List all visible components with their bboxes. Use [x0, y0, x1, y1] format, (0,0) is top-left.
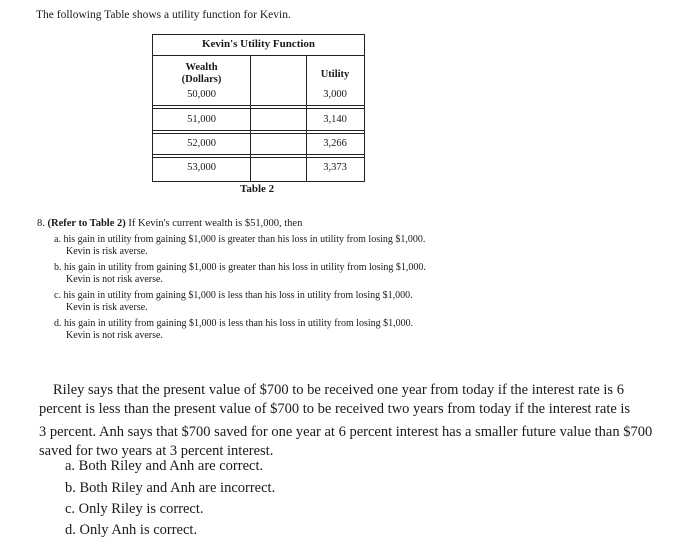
- table-cell-utility: 3,000: [323, 89, 347, 100]
- option-line: Kevin is not risk averse.: [66, 329, 163, 341]
- q8-option-b: [54, 262, 426, 285]
- table-cell-utility: 3,373: [323, 162, 347, 173]
- header-wealth-line1: Wealth: [185, 62, 218, 73]
- table-divider: [153, 130, 364, 131]
- table-cell-utility: 3,140: [323, 114, 347, 125]
- table-cell-wealth: 51,000: [187, 114, 216, 125]
- table-cell-wealth: 53,000: [187, 162, 216, 173]
- question-9-riley: Riley says that the present value of $700 to be received one year from today if the interest rate is 6 percent is less than the present value of $700 to be received two years from today if the interest rate is: [39, 382, 631, 417]
- option-line: d. his gain in utility from gaining $1,000 is less than his loss in utility from losing $1,000.: [54, 318, 414, 329]
- table-divider: [153, 108, 364, 109]
- option-line: a. his gain in utility from gaining $1,000 is greater than his loss in utility from losing $1,000.: [54, 234, 426, 245]
- question-stem: If Kevin's current wealth is $51,000, then: [128, 218, 303, 229]
- question-8-stem: [37, 218, 302, 229]
- q9-choice-a: a. Both Riley and Anh are correct.: [65, 458, 264, 474]
- q9-choice-b: b. Both Riley and Anh are incorrect.: [65, 480, 276, 496]
- header-utility: Utility: [320, 69, 350, 80]
- q8-option-c: [54, 290, 413, 313]
- table-cell-utility: 3,266: [323, 138, 347, 149]
- intro-text: The following Table shows a utility function for Kevin.: [36, 9, 291, 21]
- table-cell-wealth: 52,000: [187, 138, 216, 149]
- table-divider: [153, 133, 364, 134]
- q8-option-a: [54, 234, 425, 257]
- table-caption: Table 2: [240, 183, 275, 195]
- table-divider: [153, 105, 364, 106]
- table-divider: [250, 56, 251, 181]
- option-line: Kevin is risk averse.: [66, 245, 148, 257]
- table-divider: [153, 55, 364, 56]
- table-divider: [153, 154, 364, 155]
- table-title: Kevin's Utility Function: [201, 38, 316, 50]
- option-line: Kevin is risk averse.: [66, 301, 148, 313]
- option-line: b. his gain in utility from gaining $1,000 is greater than his loss in utility from losing $1,000.: [54, 262, 426, 273]
- q8-option-d: [54, 318, 413, 341]
- question-number: 8.: [37, 218, 45, 229]
- header-wealth-line2: (Dollars): [181, 74, 222, 85]
- option-line: c. his gain in utility from gaining $1,000 is less than his loss in utility from losing $1,000.: [54, 290, 413, 301]
- table-cell-wealth: 50,000: [187, 89, 216, 100]
- header-wealth: [153, 62, 250, 86]
- utility-table: [152, 34, 365, 182]
- q9-choice-c: c. Only Riley is correct.: [65, 501, 204, 517]
- question-reference: (Refer to Table 2): [47, 218, 126, 229]
- table-divider: [153, 157, 364, 158]
- option-line: Kevin is not risk averse.: [66, 273, 163, 285]
- q9-choice-d: d. Only Anh is correct.: [65, 522, 198, 538]
- question-9-anh: 3 percent. Anh says that $700 saved for one year at 6 percent interest has a smaller future value than $700 saved for two years at 3 percent interest.: [39, 424, 653, 459]
